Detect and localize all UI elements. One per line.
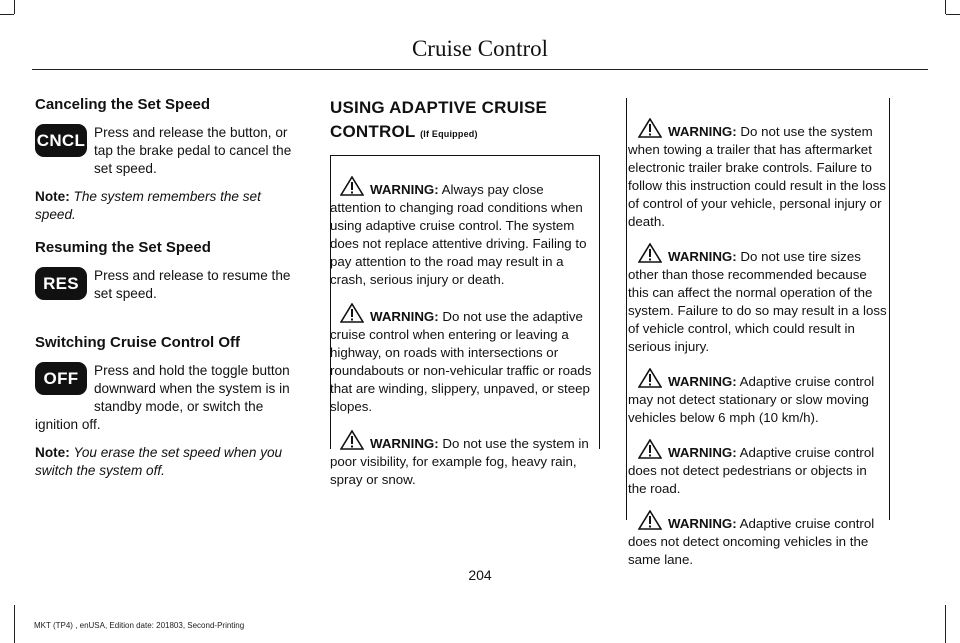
warning-text: Do not use the system in poor visibility, for example fog, heavy rain, spray or snow. — [330, 436, 589, 487]
equipped-label: (If Equipped) — [420, 129, 478, 139]
warning-text: Adaptive cruise control does not detect pedestrians or objects in the road. — [628, 445, 875, 496]
warning-text: Do not use tire sizes other than those recommended because this can affect the normal operation of the system. Failure to do so may result in a loss of vehicle control, which could result in serious injury. — [628, 249, 887, 354]
cncl-button-icon — [35, 124, 87, 157]
warning-triangle-icon — [638, 439, 662, 459]
resume-heading: Resuming the Set Speed — [35, 239, 211, 256]
resume-text: Press and release to resume the set speed. — [94, 268, 291, 301]
warning-label: WARNING: — [668, 374, 737, 389]
warning-text: Always pay close attention to changing road conditions when using adaptive cruise control. The system does not replace attentive driving. Failing to pay attention to the road may result in a crash, serious injury or death. — [330, 182, 587, 287]
warning-label: WARNING: — [668, 445, 737, 460]
warning-text: Adaptive cruise control may not detect stationary or slow moving vehicles below 6 mph (10 km/h). — [628, 374, 875, 425]
section-title — [330, 96, 600, 146]
warning-item — [330, 176, 598, 289]
crop-mark — [945, 0, 946, 14]
off-button-icon — [35, 362, 87, 395]
warning-item — [628, 243, 888, 356]
note-erase — [35, 444, 305, 480]
left-column — [35, 96, 305, 480]
res-badge-label: RES — [43, 274, 79, 293]
warning-text: Do not use the adaptive cruise control when entering or leaving a highway, on roads with intersections or roundabouts or non-vehicular traffic or roads that are winding, slippery, unpaved, or steep slopes. — [330, 309, 592, 414]
warning-label: WARNING: — [668, 249, 737, 264]
footer-edition: MKT (TP4) , enUSA, Edition date: 201803, Second-Printing — [34, 621, 245, 630]
crop-mark — [14, 605, 15, 643]
cancel-text: Press and release the button, or tap the brake pedal to cancel the set speed. — [94, 125, 292, 176]
warning-triangle-icon — [638, 510, 662, 530]
warning-triangle-icon — [340, 303, 364, 323]
warning-triangle-icon — [638, 118, 662, 138]
warning-label: WARNING: — [668, 124, 737, 139]
cncl-badge-label: CNCL — [36, 131, 86, 150]
warning-item — [330, 303, 598, 416]
off-text-line: ignition off. — [35, 417, 101, 432]
warning-text: Do not use the system when towing a trailer that has aftermarket electronic trailer brake controls. Failure to follow this instruction could result in the loss of control of your vehicle, personal injury or death. — [628, 124, 886, 229]
page-number: 204 — [468, 567, 492, 583]
warning-triangle-icon — [638, 368, 662, 388]
warning-triangle-icon — [340, 176, 364, 196]
note-text: The system remembers the set speed. — [35, 189, 261, 222]
cancel-heading: Canceling the Set Speed — [35, 96, 211, 113]
crop-mark — [0, 14, 14, 15]
note-label: Note: — [35, 445, 70, 460]
warning-item — [628, 118, 888, 231]
note-text: You erase the set speed when you switch the system off. — [35, 445, 283, 478]
res-button-icon — [35, 267, 87, 300]
warning-text: Adaptive cruise control does not detect oncoming vehicles in the same lane. — [628, 516, 875, 567]
off-text-line: standby mode, or switch the — [94, 399, 264, 414]
warning-label: WARNING: — [668, 516, 737, 531]
off-text-line: Press and hold the toggle button — [94, 363, 290, 378]
middle-column — [330, 96, 600, 146]
page-title: Cruise Control — [411, 36, 549, 61]
off-heading: Switching Cruise Control Off — [35, 334, 240, 351]
warning-triangle-icon — [638, 243, 662, 263]
middle-warnings — [330, 176, 598, 489]
warning-item — [628, 368, 888, 427]
section-title-line: CONTROL — [330, 122, 416, 141]
warning-triangle-icon — [340, 430, 364, 450]
header-rule — [32, 69, 928, 70]
crop-mark — [14, 0, 15, 14]
crop-mark — [946, 14, 960, 15]
section-title-line: USING ADAPTIVE CRUISE — [330, 98, 548, 117]
warning-item — [330, 430, 598, 489]
off-badge-label: OFF — [43, 369, 79, 388]
note-set-speed — [35, 188, 305, 224]
warning-label: WARNING: — [370, 182, 439, 197]
off-text-line: downward when the system is in — [94, 381, 290, 396]
warning-item — [628, 439, 888, 498]
crop-mark — [945, 605, 946, 643]
warning-label: WARNING: — [370, 436, 439, 451]
note-label: Note: — [35, 189, 70, 204]
right-warnings — [628, 118, 888, 569]
warning-label: WARNING: — [370, 309, 439, 324]
warning-item — [628, 510, 888, 569]
